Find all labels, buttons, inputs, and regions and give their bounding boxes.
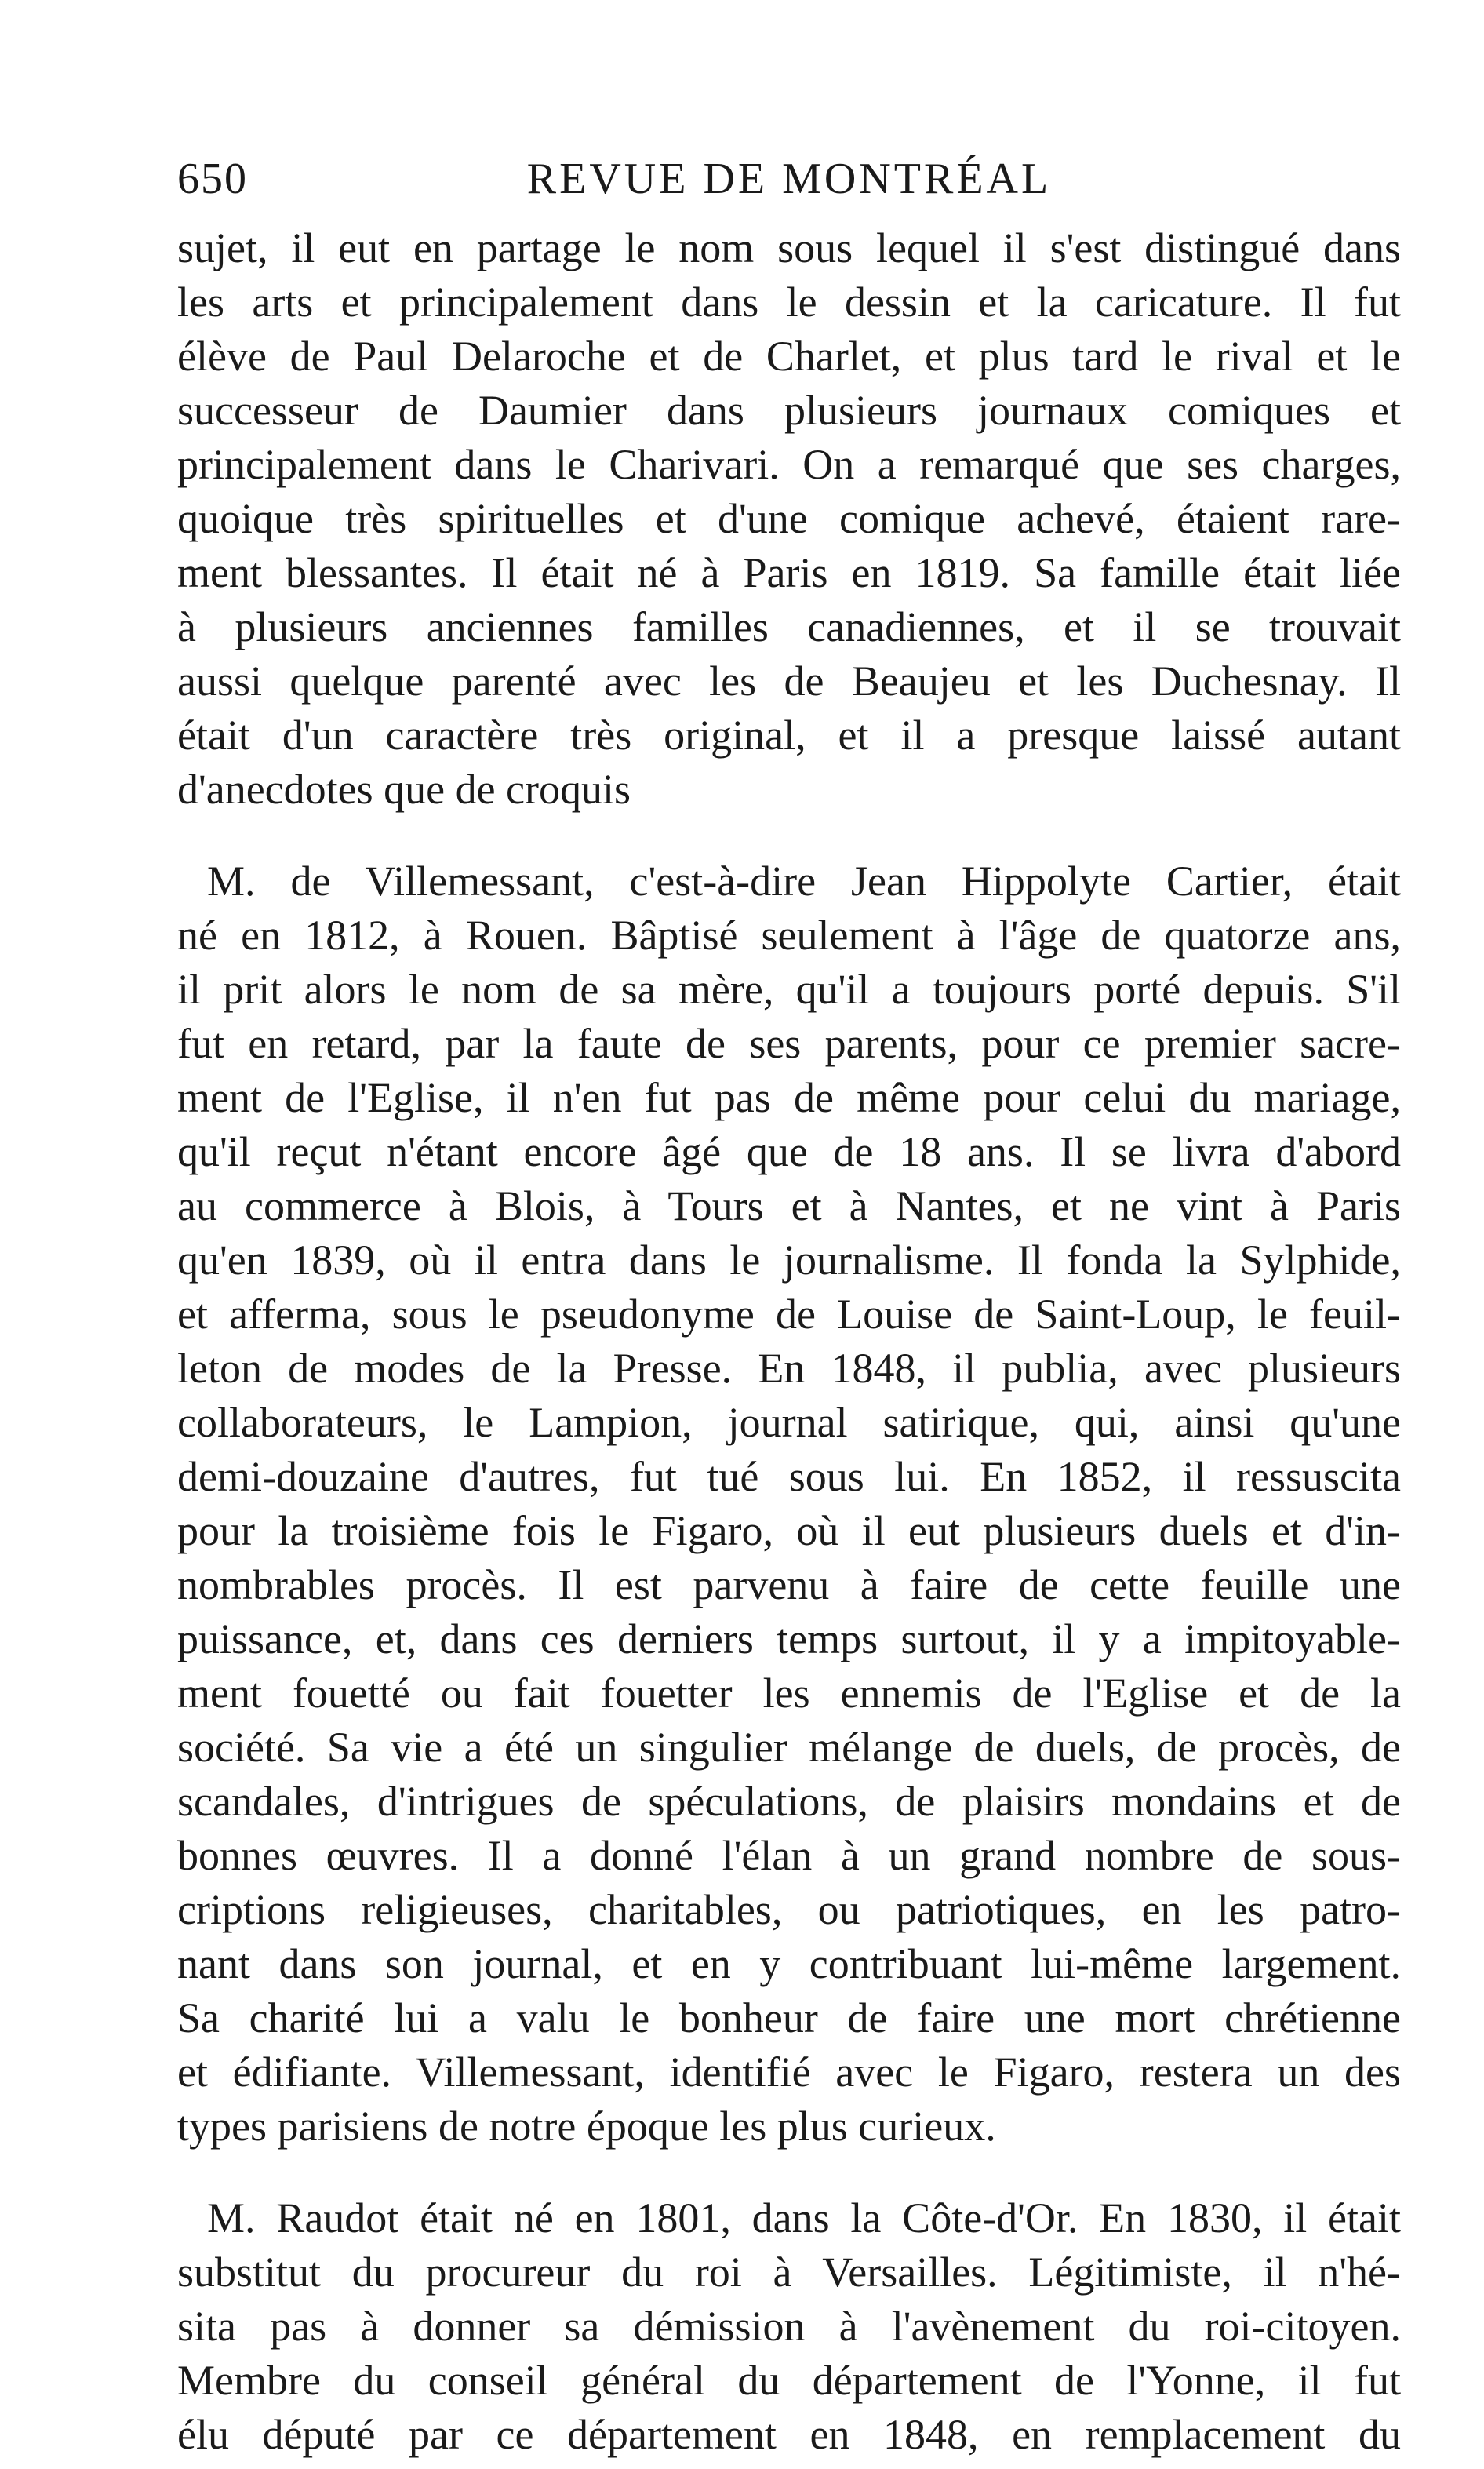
text-line: successeur de Daumier dans plusieurs journaux comiques et <box>177 387 1401 434</box>
paragraph-gap <box>177 2154 1401 2191</box>
text-line: substitut du procureur du roi à Versailles. Légitimiste, il n'hé- <box>177 2249 1401 2296</box>
text-line: fut en retard, par la faute de ses parents, pour ce premier sacre- <box>177 1020 1401 1067</box>
text-line: Sa charité lui a valu le bonheur de faire une mort chrétienne <box>177 1994 1401 2041</box>
document-page <box>177 154 1401 2462</box>
text-line: au commerce à Blois, à Tours et à Nantes, et ne vint à Paris <box>177 1182 1401 1229</box>
paragraph-3 <box>177 2191 1401 2462</box>
text-line: M. Raudot était né en 1801, dans la Côte-d'Or. En 1830, il était <box>207 2194 1401 2241</box>
text-line: ment de l'Eglise, il n'en fut pas de même pour celui du mariage, <box>177 1074 1401 1121</box>
text-line: et afferma, sous le pseudonyme de Louise de Saint-Loup, le feuil- <box>177 1291 1401 1338</box>
text-line: ment fouetté ou fait fouetter les ennemis de l'Eglise et de la <box>177 1670 1401 1717</box>
text-line: sita pas à donner sa démission à l'avènement du roi-citoyen. <box>177 2303 1401 2350</box>
text-line: pour la troisième fois le Figaro, où il eut plusieurs duels et d'in- <box>177 1507 1401 1554</box>
text-line: types parisiens de notre époque les plus curieux. <box>177 2103 996 2150</box>
text-line: sujet, il eut en partage le nom sous lequel il s'est distingué dans <box>177 224 1401 271</box>
text-line: à plusieurs anciennes familles canadiennes, et il se trouvait <box>177 603 1401 650</box>
text-line: aussi quelque parenté avec les de Beaujeu et les Duchesnay. Il <box>177 657 1401 705</box>
paragraph-gap <box>177 817 1401 854</box>
paragraph-2 <box>177 854 1401 2154</box>
text-line: demi-douzaine d'autres, fut tué sous lui. En 1852, il ressuscita <box>177 1453 1401 1500</box>
text-line: qu'en 1839, où il entra dans le journalisme. Il fonda la Sylphide, <box>177 1236 1401 1284</box>
page-number: 650 <box>177 155 248 203</box>
text-line: société. Sa vie a été un singulier mélange de duels, de procès, de <box>177 1724 1401 1771</box>
text-line: nombrables procès. Il est parvenu à faire de cette feuille une <box>177 1561 1401 1608</box>
text-line: principalement dans le Charivari. On a remarqué que ses charges, <box>177 441 1401 488</box>
text-line: criptions religieuses, charitables, ou patriotiques, en les patro- <box>177 1886 1401 1933</box>
text-line: nant dans son journal, et en y contribuant lui-même largement. <box>177 1940 1401 1987</box>
text-line: leton de modes de la Presse. En 1848, il publia, avec plusieurs <box>177 1345 1401 1392</box>
running-header <box>177 154 1401 217</box>
text-line: collaborateurs, le Lampion, journal satirique, qui, ainsi qu'une <box>177 1399 1401 1446</box>
text-line: quoique très spirituelles et d'une comique achevé, étaient rare- <box>177 495 1401 542</box>
text-line: élève de Paul Delaroche et de Charlet, et plus tard le rival et le <box>177 333 1401 380</box>
text-line: bonnes œuvres. Il a donné l'élan à un grand nombre de sous- <box>177 1832 1401 1879</box>
text-line: d'anecdotes que de croquis <box>177 766 631 813</box>
text-line: ment blessantes. Il était né à Paris en 1819. Sa famille était liée <box>177 549 1401 596</box>
text-line: les arts et principalement dans le dessin et la caricature. Il fut <box>177 279 1401 326</box>
text-line: il prit alors le nom de sa mère, qu'il a toujours porté depuis. S'il <box>177 966 1401 1013</box>
text-line: scandales, d'intrigues de spéculations, de plaisirs mondains et de <box>177 1778 1401 1825</box>
text-line: puissance, et, dans ces derniers temps surtout, il y a impitoyable- <box>177 1615 1401 1662</box>
text-line: né en 1812, à Rouen. Bâptisé seulement à l'âge de quatorze ans, <box>177 912 1401 959</box>
text-line: qu'il reçut n'étant encore âgé que de 18 ans. Il se livra d'abord <box>177 1128 1401 1175</box>
text-line: élu député par ce département en 1848, en remplacement du <box>177 2411 1401 2458</box>
journal-title: REVUE DE MONTRÉAL <box>526 155 1052 203</box>
text-line: et édifiante. Villemessant, identifié avec le Figaro, restera un des <box>177 2048 1401 2096</box>
text-line: était d'un caractère très original, et il a presque laissé autant <box>177 712 1401 759</box>
text-line: Membre du conseil général du département de l'Yonne, il fut <box>177 2357 1401 2404</box>
paragraph-1 <box>177 221 1401 817</box>
text-line: M. de Villemessant, c'est-à-dire Jean Hippolyte Cartier, était <box>207 858 1401 905</box>
